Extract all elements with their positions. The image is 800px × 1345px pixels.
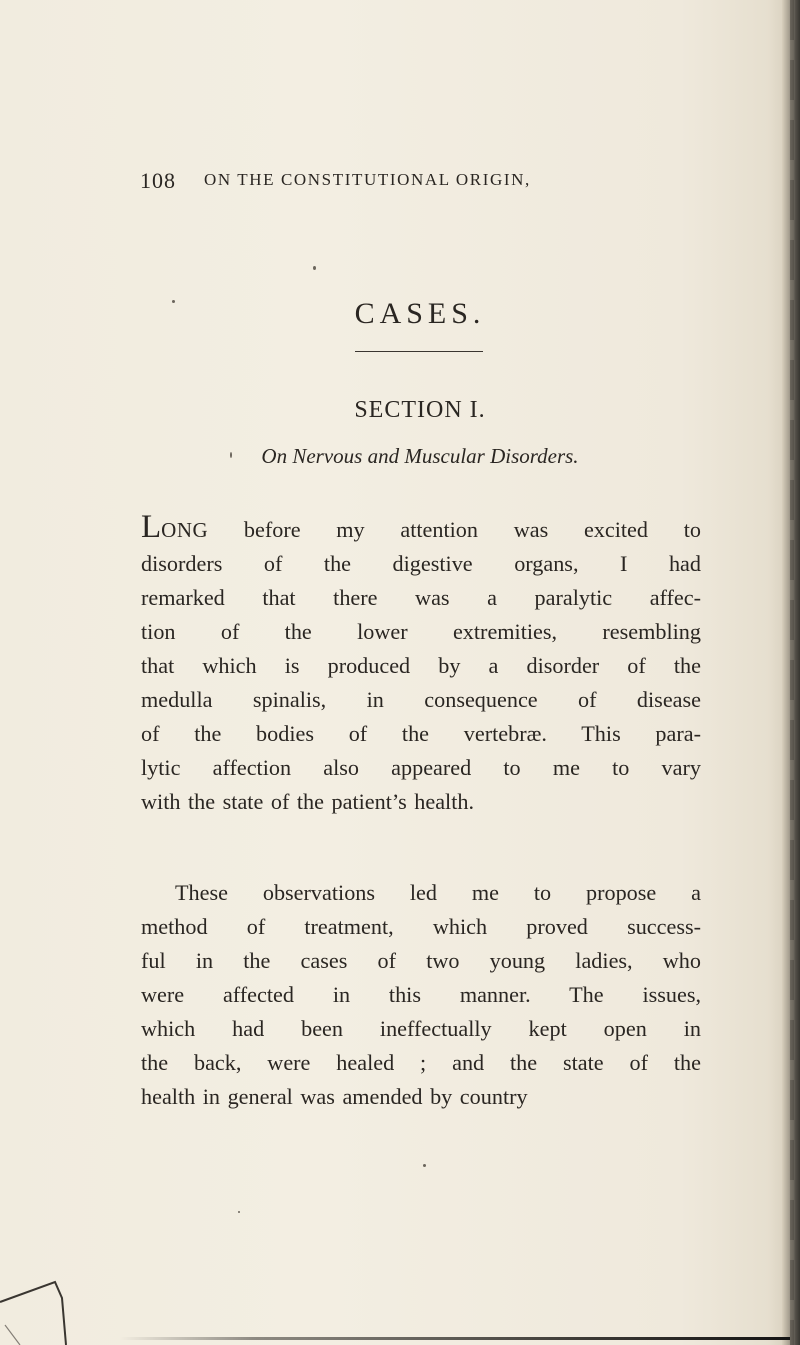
paper-speck (423, 1164, 426, 1167)
paragraph-1-line: lytic affection also appeared to me to vary (141, 755, 701, 780)
bottom-edge-shadow (120, 1337, 790, 1340)
paragraph-1-line: remarked that there was a paralytic affec- (141, 585, 701, 610)
paragraph-1-line: of the bodies of the vertebræ. This para- (141, 721, 701, 746)
paragraph-2 (141, 876, 701, 1114)
paragraph-1-line: with the state of the patient’s health. (141, 789, 475, 814)
paragraph-2-line: ful in the cases of two young ladies, who (141, 948, 701, 973)
drop-cap-initial: L (141, 509, 162, 545)
paper-speck (230, 452, 232, 458)
corner-fold-mark (0, 1260, 90, 1345)
paper-speck (172, 300, 175, 303)
paragraph-2-line: were affected in this manner. The issues, (141, 982, 701, 1007)
page-number: 108 (140, 168, 176, 193)
running-title: ON THE CONSTITUTIONAL ORIGIN, (204, 170, 531, 189)
paragraph-1-line-1 (141, 509, 701, 547)
first-word-small-caps: ONG (161, 518, 209, 542)
paragraph-1-line-1-rest: before my attention was excited to (208, 517, 701, 542)
paragraph-2-line: the back, were healed ; and the state of the (141, 1050, 701, 1075)
heading-rule (355, 351, 483, 352)
paragraph-1-line: disorders of the digestive organs, I had (141, 551, 701, 576)
paragraph-2-line: health in general was amended by country (141, 1084, 528, 1109)
chapter-heading: CASES. (354, 297, 486, 330)
running-head (140, 168, 700, 198)
paragraph-1-line: medulla spinalis, in consequence of disease (141, 687, 701, 712)
paragraph-1 (141, 509, 701, 819)
paper-speck (238, 1211, 240, 1213)
section-subtitle: On Nervous and Muscular Disorders. (261, 444, 579, 468)
page-edge-streak (790, 0, 794, 1345)
paragraph-2-line: These observations led me to propose a (175, 880, 701, 905)
paragraph-1-line: tion of the lower extremities, resembling (141, 619, 701, 644)
paragraph-2-line: which had been ineffectually kept open in (141, 1016, 701, 1041)
paragraph-1-line: that which is produced by a disorder of the (141, 653, 701, 678)
paper-speck (313, 266, 316, 270)
paragraph-2-line: method of treatment, which proved success- (141, 914, 701, 939)
section-title: SECTION I. (354, 397, 486, 423)
